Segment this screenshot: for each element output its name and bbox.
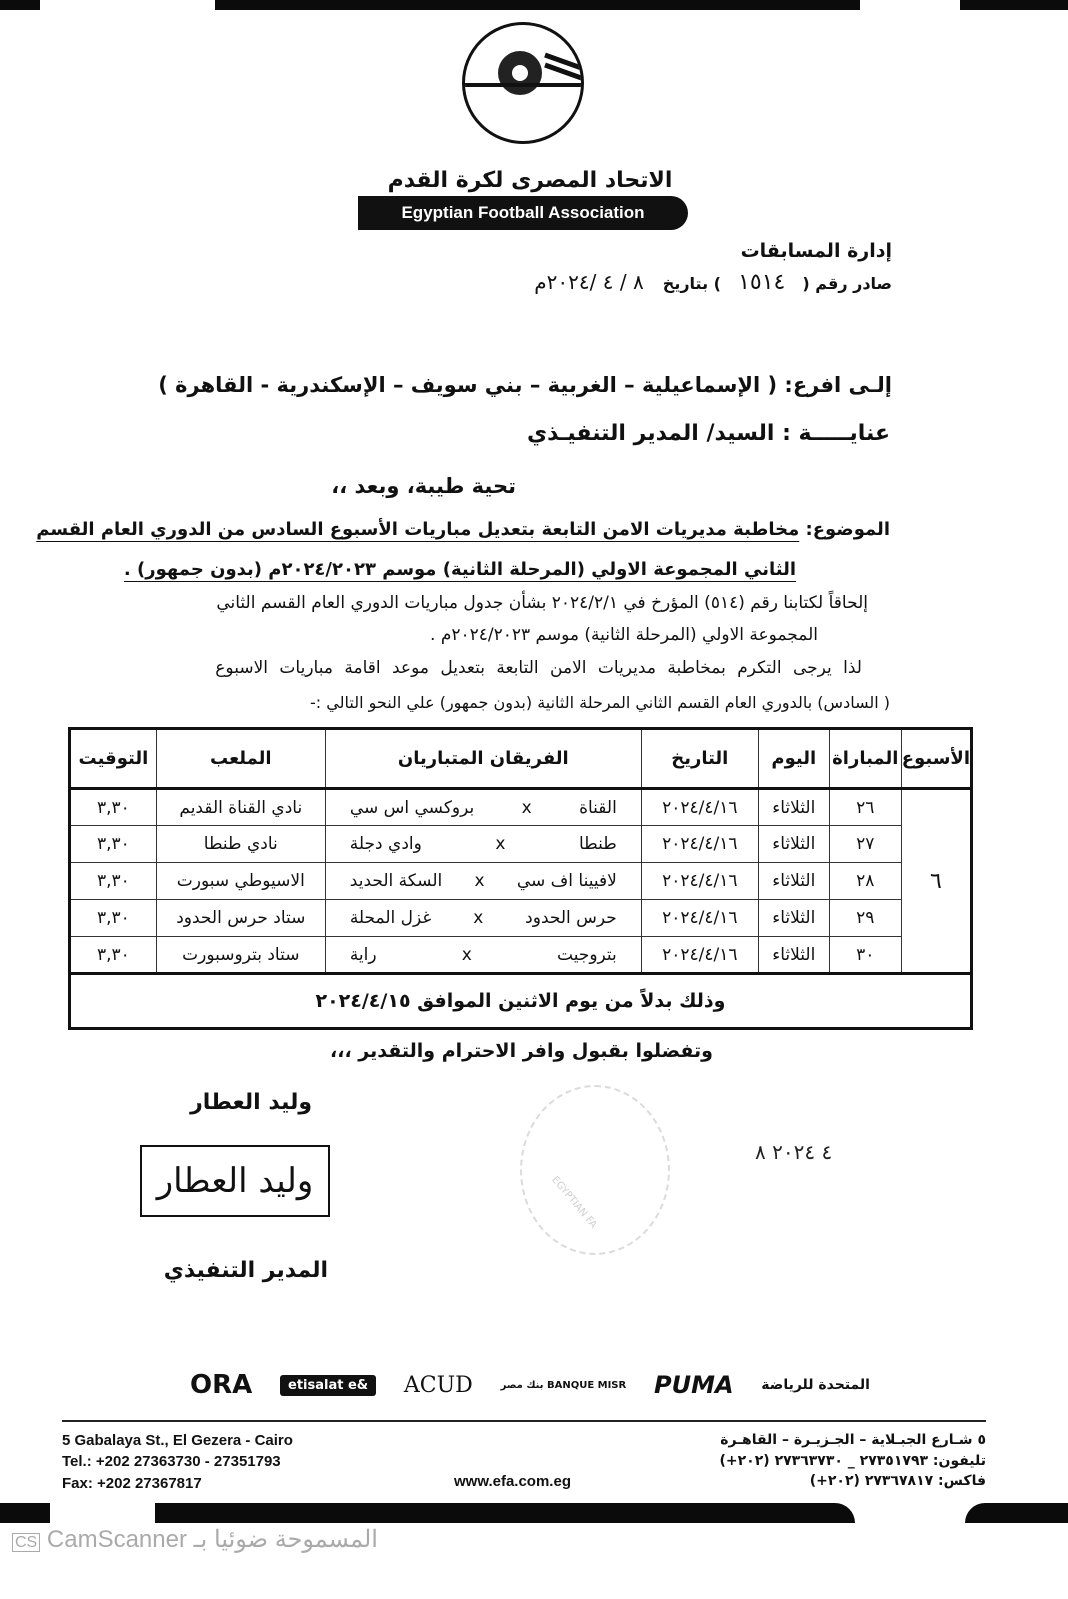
stadium-cell: ستاد بتروسبورت: [156, 937, 325, 974]
recipients-to: إلـى افرع: ( الإسماعيلية – الغربية – بني سويف – الإسكندرية - القاهرة ): [158, 373, 892, 397]
header-bar-center: [215, 0, 860, 10]
sponsor-etisalat-logo: etisalat e&: [280, 1375, 376, 1396]
away-team: راية: [349, 944, 377, 965]
stadium-cell: نادي القناة القديم: [156, 789, 325, 826]
subject-line-1: [36, 519, 890, 540]
table-footer-row: [70, 974, 972, 1029]
vs-marker: x: [495, 834, 506, 854]
table-footer-note: وذلك بدلاً من يوم الاثنين الموافق ٢٠٢٤/٤/١٥: [70, 974, 972, 1029]
table-row: [70, 937, 972, 974]
tel-ar: تليفون: ٢٧٣٥١٧٩٣ _ ٢٧٣٦٣٧٣٠ (٢٠٢+): [719, 1453, 986, 1469]
vs-marker: x: [474, 871, 485, 891]
date-value: ٨ / ٤ /٢٠٢٤م: [534, 270, 644, 294]
signature: وليد العطار: [140, 1145, 330, 1217]
away-team: غزل المحلة: [349, 908, 432, 928]
table-row: [70, 863, 972, 900]
col-day: اليوم: [758, 729, 829, 789]
day-cell: الثلاثاء: [758, 789, 829, 826]
date-label: ) بتاريخ: [662, 274, 721, 293]
fax-en: Fax: +202 27367817: [62, 1475, 202, 1492]
date-cell: ٢٠٢٤/٤/١٦: [641, 863, 758, 900]
ref-label: صادر رقم (: [802, 274, 892, 293]
day-cell: الثلاثاء: [758, 863, 829, 900]
tel-en: Tel.: +202 27363730 - 27351793: [62, 1453, 281, 1470]
greeting: تحية طيبة، وبعد ،،: [331, 474, 516, 498]
body-para-1b: المجموعة الاولي (المرحلة الثانية) موسم ٢٠٢٤/٢٠٢٣م .: [430, 625, 818, 645]
signatory-name: وليد العطار: [190, 1090, 312, 1115]
vs-marker: x: [521, 797, 532, 818]
signatory-title: المدير التنفيذي: [163, 1258, 328, 1283]
table-header-row: [70, 729, 972, 789]
col-date: التاريخ: [641, 729, 758, 789]
stadium-cell: ستاد حرس الحدود: [156, 900, 325, 937]
teams-cell: [325, 937, 641, 974]
footer-bar-right: [965, 1503, 1068, 1523]
teams-cell: [325, 789, 641, 826]
date-cell: ٢٠٢٤/٤/١٦: [641, 900, 758, 937]
home-team: لافيينا اف سي: [516, 871, 617, 891]
time-cell: ٣,٣٠: [70, 900, 157, 937]
match-number: ٢٦: [829, 789, 901, 826]
time-cell: ٣,٣٠: [70, 937, 157, 974]
ref-number: ١٥١٤: [738, 270, 786, 295]
col-match: المباراة: [829, 729, 901, 789]
time-cell: ٣,٣٠: [70, 863, 157, 900]
stamp: [520, 1085, 670, 1255]
match-number: ٢٧: [829, 826, 901, 863]
date-cell: ٢٠٢٤/٤/١٦: [641, 789, 758, 826]
sponsor-acud-logo: ACUD: [403, 1372, 473, 1398]
teams-cell: [325, 900, 641, 937]
footer-divider: [62, 1420, 986, 1422]
body-para-2b: ( السادس) بالدوري العام القسم الثاني المرحلة الثانية (بدون جمهور) علي النحو التالي :-: [310, 693, 890, 712]
match-number: ٢٨: [829, 863, 901, 900]
org-name-arabic: الاتحاد المصرى لكرة القدم: [387, 168, 673, 193]
camscanner-logo: CS: [12, 1533, 40, 1552]
camscanner-watermark: [12, 1525, 378, 1554]
efa-logo: [462, 22, 584, 144]
fax-ar: فاكس: ٢٧٣٦٧٨١٧ (٢٠٢+): [809, 1473, 986, 1489]
table-row: [70, 826, 972, 863]
table-row: [70, 900, 972, 937]
day-cell: الثلاثاء: [758, 900, 829, 937]
teams-cell: [325, 826, 641, 863]
home-team: حرس الحدود: [525, 908, 617, 928]
reference-line: [534, 270, 892, 295]
stadium-cell: الاسيوطي سبورت: [156, 863, 325, 900]
col-teams: الفريقان المتباريان: [325, 729, 641, 789]
date-cell: ٢٠٢٤/٤/١٦: [641, 826, 758, 863]
time-cell: ٣,٣٠: [70, 789, 157, 826]
sponsor-united-sports-logo: المتحدة للرياضة: [761, 1377, 870, 1393]
body-para-1a: إلحاقاً لكتابنا رقم (٥١٤) المؤرخ في ٢٠٢٤/٢/١ بشأن جدول مباريات الدوري العام القسم الثاني: [216, 593, 868, 613]
away-team: بروكسي اس سي: [349, 797, 475, 818]
address-en: 5 Gabalaya St., El Gezera - Cairo: [62, 1432, 293, 1449]
col-time: التوقيت: [70, 729, 157, 789]
table-row: [70, 789, 972, 826]
body-para-2a: لذا يرجى التكرم بمخاطبة مديريات الامن التابعة بتعديل موعد اقامة مباريات الاسبوع: [215, 658, 862, 678]
sponsor-banque-misr-logo: بنك مصر BANQUE MISR: [500, 1379, 627, 1391]
match-number: ٢٩: [829, 900, 901, 937]
org-name-english: Egyptian Football Association: [358, 196, 688, 230]
vs-marker: x: [473, 908, 484, 928]
header-bar-left: [0, 0, 40, 10]
col-stadium: الملعب: [156, 729, 325, 789]
vs-marker: x: [461, 944, 472, 965]
col-week: الأسبوع: [901, 729, 971, 789]
stadium-cell: نادي طنطا: [156, 826, 325, 863]
camscanner-text: CamScanner المسموحة ضوئيا بـ: [46, 1526, 378, 1553]
teams-cell: [325, 863, 641, 900]
header-bar-right: [960, 0, 1068, 10]
stamp-text: EGYPTIAN FA: [549, 1174, 599, 1231]
date-cell: ٢٠٢٤/٤/١٦: [641, 937, 758, 974]
home-team: القناة: [579, 797, 617, 818]
match-number: ٣٠: [829, 937, 901, 974]
away-team: وادي دجلة: [349, 834, 422, 854]
week-cell: ٦: [901, 789, 971, 974]
time-cell: ٣,٣٠: [70, 826, 157, 863]
sponsor-ora-logo: ORA: [190, 1370, 253, 1400]
sponsor-puma-logo: PUMA: [653, 1371, 734, 1399]
address-ar: ٥ شـارع الجبـلاية – الجـزيـرة – القاهـرة: [720, 1432, 986, 1448]
subject-text-2: الثاني المجموعة الاولي (المرحلة الثانية) موسم ٢٠٢٤/٢٠٢٣م (بدون جمهور) .: [123, 559, 796, 580]
recipients-attention: عنايـــــة : السيد/ المدير التنفيـذي: [527, 421, 890, 446]
away-team: السكة الحديد: [349, 871, 443, 891]
home-team: بتروجيت: [557, 944, 617, 965]
sponsor-logos: [190, 1360, 870, 1410]
footer-bar-left: [0, 1503, 50, 1523]
day-cell: الثلاثاء: [758, 937, 829, 974]
day-cell: الثلاثاء: [758, 826, 829, 863]
closing: وتفضلوا بقبول وافر الاحترام والتقدير ،،،: [330, 1040, 713, 1062]
home-team: طنطا: [579, 834, 617, 854]
website-link[interactable]: www.efa.com.eg: [454, 1473, 571, 1490]
subject-text-1: مخاطبة مديريات الامن التابعة بتعديل مباريات الأسبوع السادس من الدوري العام القسم: [36, 519, 800, 540]
handwritten-initials: ٤ ٢٠٢٤ ٨: [755, 1140, 833, 1164]
match-schedule-table: [68, 727, 973, 1030]
footer-bar-center: [155, 1503, 855, 1523]
subject-label: الموضوع:: [805, 519, 890, 540]
department: إدارة المسابقات: [740, 240, 892, 262]
